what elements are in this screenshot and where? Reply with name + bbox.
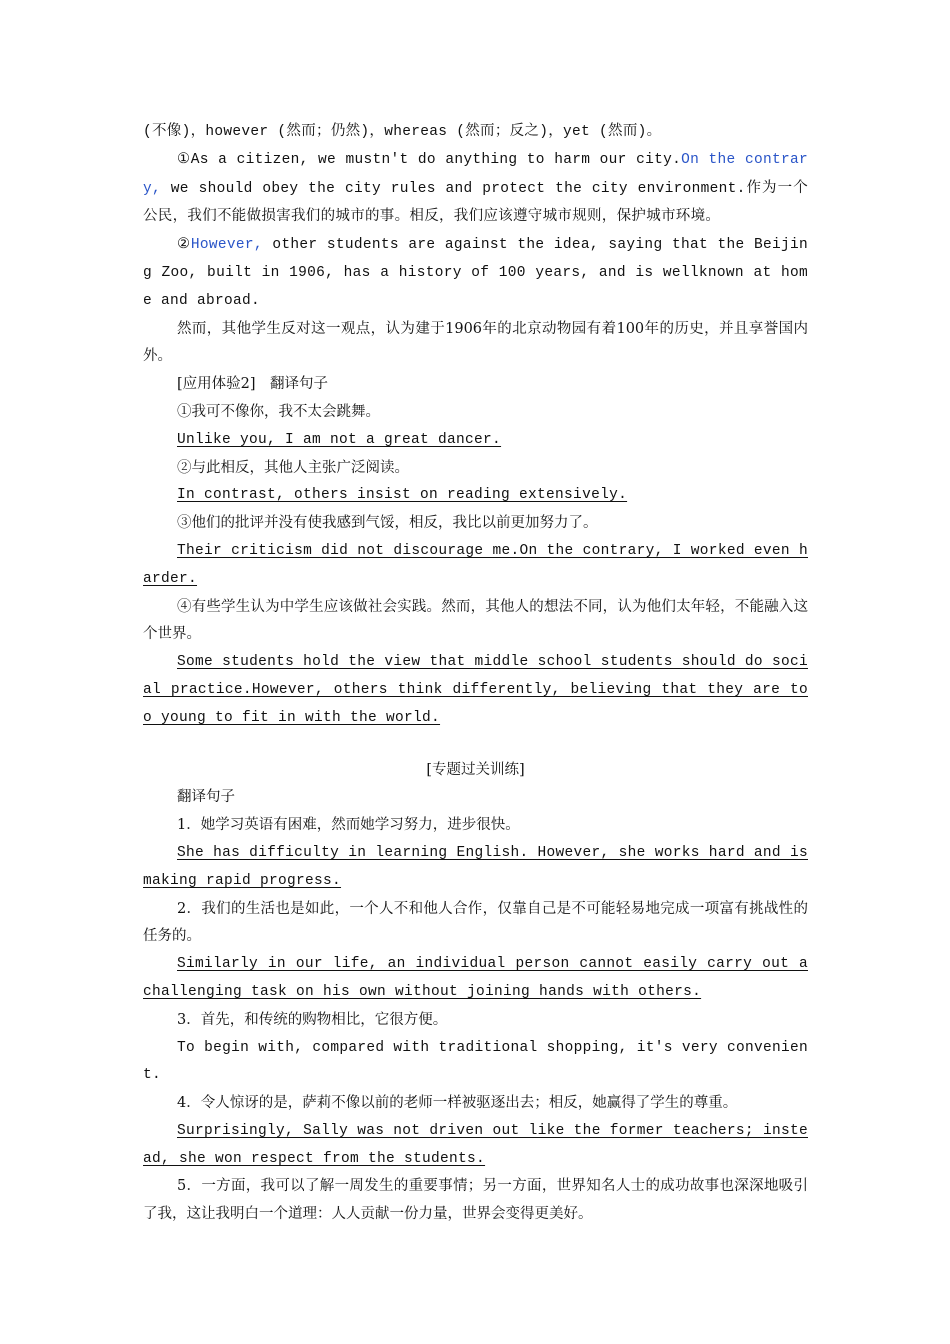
practice-item-2-en: In contrast, others insist on reading extensively. bbox=[177, 487, 628, 504]
training-item-2-en: Similarly in our life, an individual person cannot easily carry out a challenging task on his own without joining hands with others. bbox=[143, 956, 808, 1000]
practice-heading: [应用体验2] 翻译句子 bbox=[177, 376, 329, 393]
highlight-on-the-contrary: On the contrary, bbox=[143, 151, 808, 197]
training-subheading: 翻译句子 bbox=[177, 789, 235, 806]
training-item-5-cn: 5．一方面，我可以了解一周发生的重要事情；另一方面，世界知名人士的成功故事也深深地吸引了我，这让我明白一个道理：人人贡献一份力量，世界会变得更美好。 bbox=[143, 1178, 808, 1223]
training-item-4-cn: 4．令人惊讶的是，萨莉不像以前的老师一样被驱逐出去；相反，她赢得了学生的尊重。 bbox=[177, 1095, 738, 1112]
training-heading: [专题过关训练] bbox=[426, 761, 525, 778]
practice-item-3-cn: ③他们的批评并没有使我感到气馁，相反，我比以前更加努力了。 bbox=[177, 515, 598, 532]
training-item-2-cn: 2．我们的生活也是如此，一个人不和他人合作，仅靠自己是不可能轻易地完成一项富有挑战性的任务的。 bbox=[143, 900, 808, 945]
practice-item-4-cn: ④有些学生认为中学生应该做社会实践。然而，其他人的想法不同，认为他们太年轻，不能融入这个世界。 bbox=[143, 598, 808, 643]
practice-item-3-en: Their criticism did not discourage me.On the contrary, I worked even harder. bbox=[143, 542, 808, 587]
continuation-line: (不像)，however (然而；仍然)，whereas (然而；反之)，yet (然而)。 bbox=[143, 124, 662, 140]
practice-item-1-cn: ①我可不像你，我不太会跳舞。 bbox=[177, 403, 380, 420]
highlight-however: However, bbox=[190, 237, 263, 254]
training-item-4-en: Surprisingly, Sally was not driven out like the former teachers; instead, she won respect from the students. bbox=[143, 1122, 808, 1167]
training-item-3-cn: 3．首先，和传统的购物相比，它很方便。 bbox=[177, 1011, 448, 1028]
practice-item-2-cn: ②与此相反，其他人主张广泛阅读。 bbox=[177, 459, 409, 476]
practice-item-4-en: Some students hold the view that middle school students should do social practice.However, others think differently, believing that they are too young to fit in with the world. bbox=[143, 654, 808, 726]
training-item-1-cn: 1．她学习英语有困难，然而她学习努力，进步很快。 bbox=[177, 817, 520, 834]
practice-item-1-en: Unlike you, I am not a great dancer. bbox=[177, 431, 502, 448]
example-1: ①As a citizen, we mustn't do anything to harm our city.On the contrary, we should obey the city rules and protect the city environment.作为一个公民，我们不能做损害我们的城市的事。相反，我们应该遵守城市规则，保护城市环境。 bbox=[143, 151, 809, 225]
training-item-3-en: To begin with, compared with traditional shopping, it's very convenient. bbox=[143, 1039, 808, 1084]
document-page bbox=[143, 118, 808, 1229]
example-2: ②However, other students are against the idea, saying that the Beijing Zoo, built in 1906, has a history of 100 years, and is wellknown at home and abroad. bbox=[143, 237, 808, 309]
training-item-1-en: She has difficulty in learning English. However, she works hard and is making rapid progress. bbox=[143, 844, 808, 889]
example-2-translation: 然而，其他学生反对这一观点，认为建于1906年的北京动物园有着100年的历史，并且享誉国内外。 bbox=[143, 320, 808, 365]
